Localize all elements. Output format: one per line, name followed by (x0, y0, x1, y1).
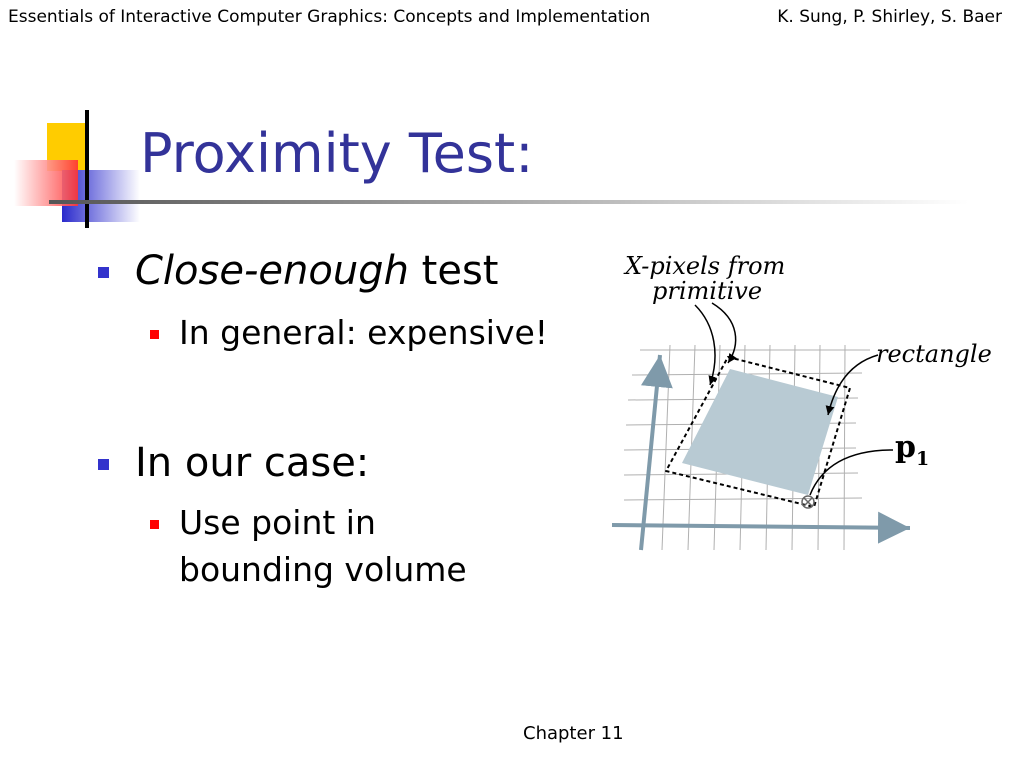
rectangle-primitive (682, 369, 838, 495)
sub-bullet-point-in-volume (179, 503, 376, 542)
header-authors: K. Sung, P. Shirley, S. Baer (777, 7, 1002, 27)
sub-bullet-text: In general: expensive! (179, 313, 549, 352)
y-axis (641, 355, 660, 550)
bullet-close-enough (135, 248, 498, 294)
bullet-marker-icon (98, 267, 109, 278)
bullet-marker-icon (98, 459, 109, 470)
x-axis (612, 525, 910, 528)
sub-bullet-continuation (179, 550, 467, 589)
deco-red-square (14, 160, 78, 206)
label-xpixels-line2: primitive (652, 277, 763, 305)
title-decoration (0, 0, 1024, 240)
pointer-rectangle (828, 355, 878, 415)
sub-bullet-text-line1: Use point in (179, 503, 376, 542)
footer-chapter: Chapter 11 (523, 723, 624, 744)
sub-bullet-marker-icon (150, 330, 159, 339)
bullet-emphasis: Close-enough (135, 248, 409, 294)
sub-bullet-expensive (179, 313, 548, 352)
sub-bullet-text-line2: bounding volume (179, 550, 467, 589)
pointer-xpixels-a (695, 305, 715, 385)
label-point: $p_1$ (895, 430, 930, 470)
deco-vertical-bar (85, 110, 89, 228)
deco-horizontal-rule (49, 200, 969, 204)
point-marker (802, 496, 814, 508)
label-rectangle: rectangle (876, 340, 992, 368)
slide-title: Proximity Test: (140, 122, 534, 185)
header-book-title: Essentials of Interactive Computer Graphics: Concepts and Implementation (8, 7, 651, 27)
bullet-text: test (408, 248, 499, 294)
pointer-point (810, 450, 893, 495)
bullet-our-case (135, 440, 369, 486)
proximity-figure (600, 245, 1010, 565)
sub-bullet-marker-icon (150, 520, 159, 529)
label-xpixels-line1: X-pixels from (625, 252, 786, 280)
bullet-text: In our case: (135, 440, 370, 486)
